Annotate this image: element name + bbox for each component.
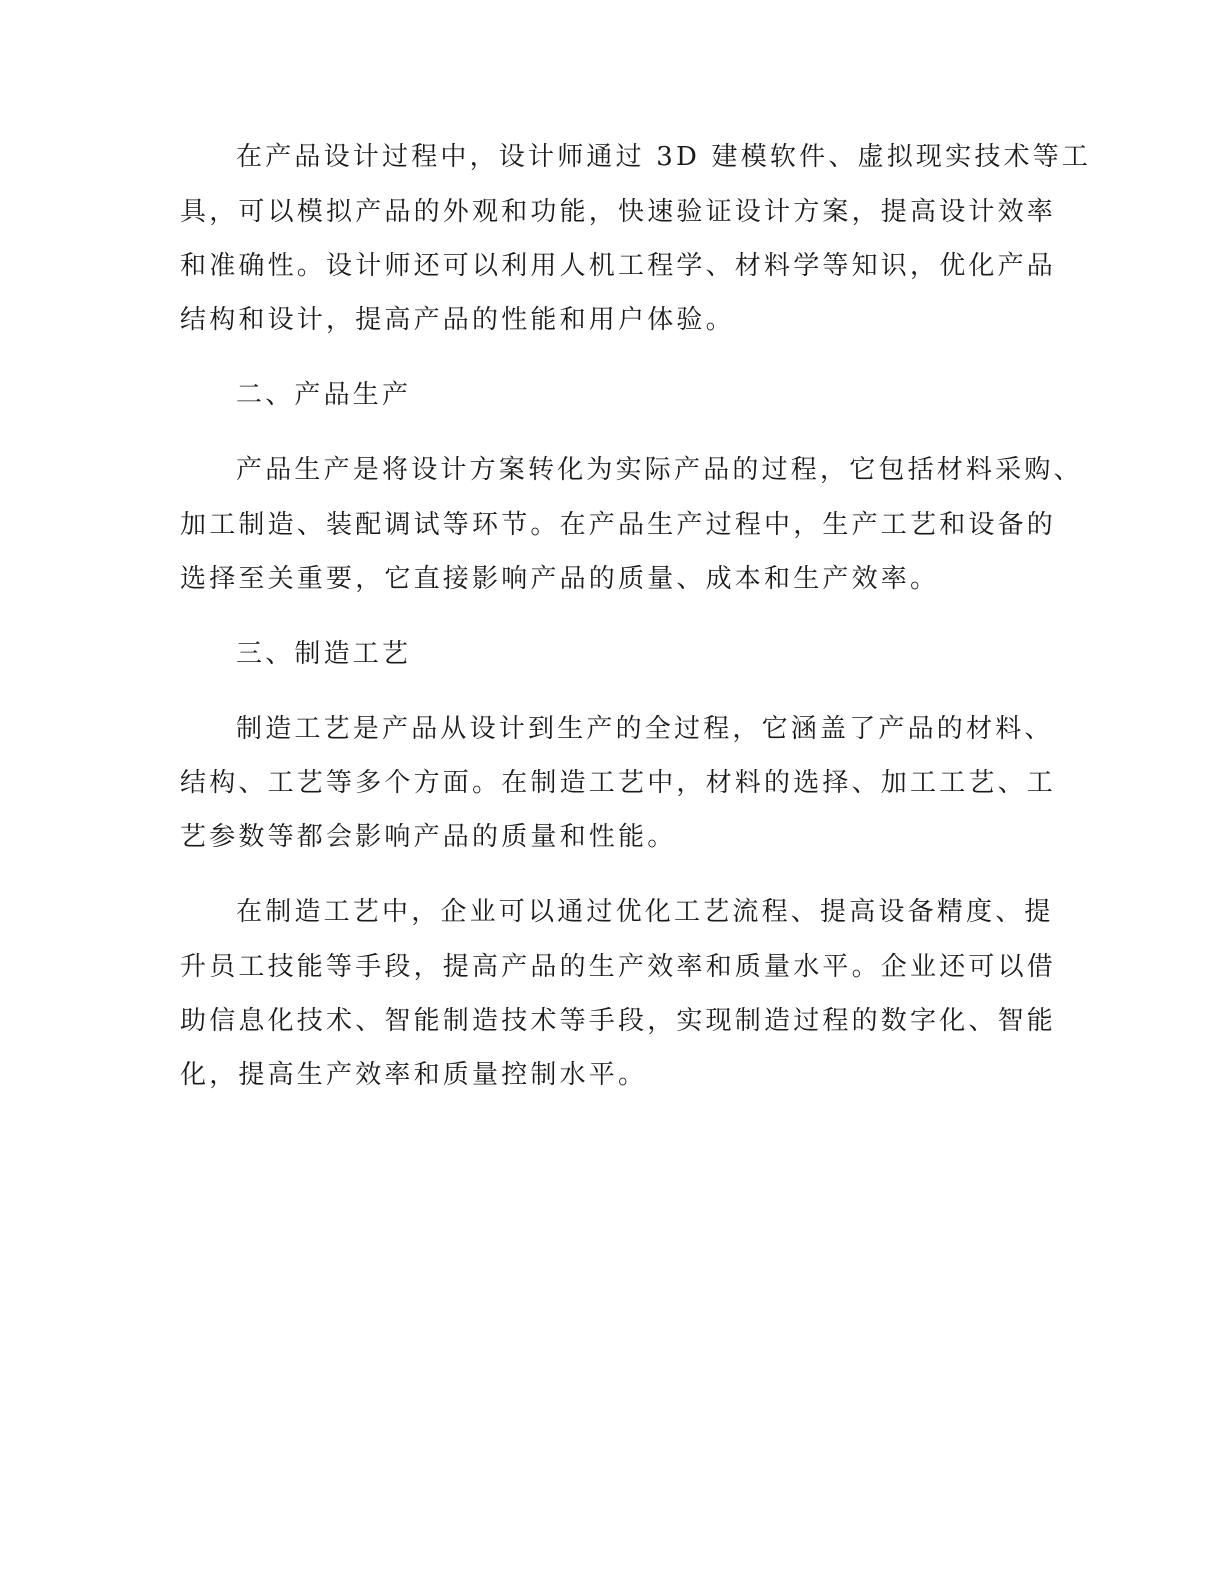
paragraph-2-line-3: 选择至关重要，它直接影响产品的质量、成本和生产效率。 xyxy=(180,564,940,594)
paragraph-4-line-4: 化，提高生产效率和质量控制水平。 xyxy=(180,1060,648,1090)
paragraph-1-line-2: 具，可以模拟产品的外观和功能，快速验证设计方案，提高设计效率 xyxy=(180,197,1057,227)
paragraph-1-line-1: 在产品设计过程中，设计师通过 3D 建模软件、虚拟现实技术等工 xyxy=(236,142,1092,172)
paragraph-4-line-1: 在制造工艺中，企业可以通过优化工艺流程、提高设备精度、提 xyxy=(236,897,1054,927)
paragraph-2-line-1: 产品生产是将设计方案转化为实际产品的过程，它包括材料采购、 xyxy=(236,455,1083,485)
paragraph-4-line-2: 升员工技能等手段，提高产品的生产效率和质量水平。企业还可以借 xyxy=(180,952,1057,982)
paragraph-1-line-3: 和准确性。设计师还可以利用人机工程学、材料学等知识，优化产品 xyxy=(180,251,1057,281)
paragraph-1-line-4: 结构和设计，提高产品的性能和用户体验。 xyxy=(180,305,735,335)
paragraph-3-line-3: 艺参数等都会影响产品的质量和性能。 xyxy=(180,822,677,852)
paragraph-2-line-2: 加工制造、装配调试等环节。在产品生产过程中，生产工艺和设备的 xyxy=(180,510,1057,540)
paragraph-3-line-1: 制造工艺是产品从设计到生产的全过程，它涵盖了产品的材料、 xyxy=(236,714,1054,744)
paragraph-3-line-2: 结构、工艺等多个方面。在制造工艺中，材料的选择、加工工艺、工 xyxy=(180,768,1057,798)
section-heading-manufacturing-process: 三、制造工艺 xyxy=(236,639,412,669)
section-heading-product-production: 二、产品生产 xyxy=(236,380,412,410)
paragraph-4-line-3: 助信息化技术、智能制造技术等手段，实现制造过程的数字化、智能 xyxy=(180,1006,1057,1036)
